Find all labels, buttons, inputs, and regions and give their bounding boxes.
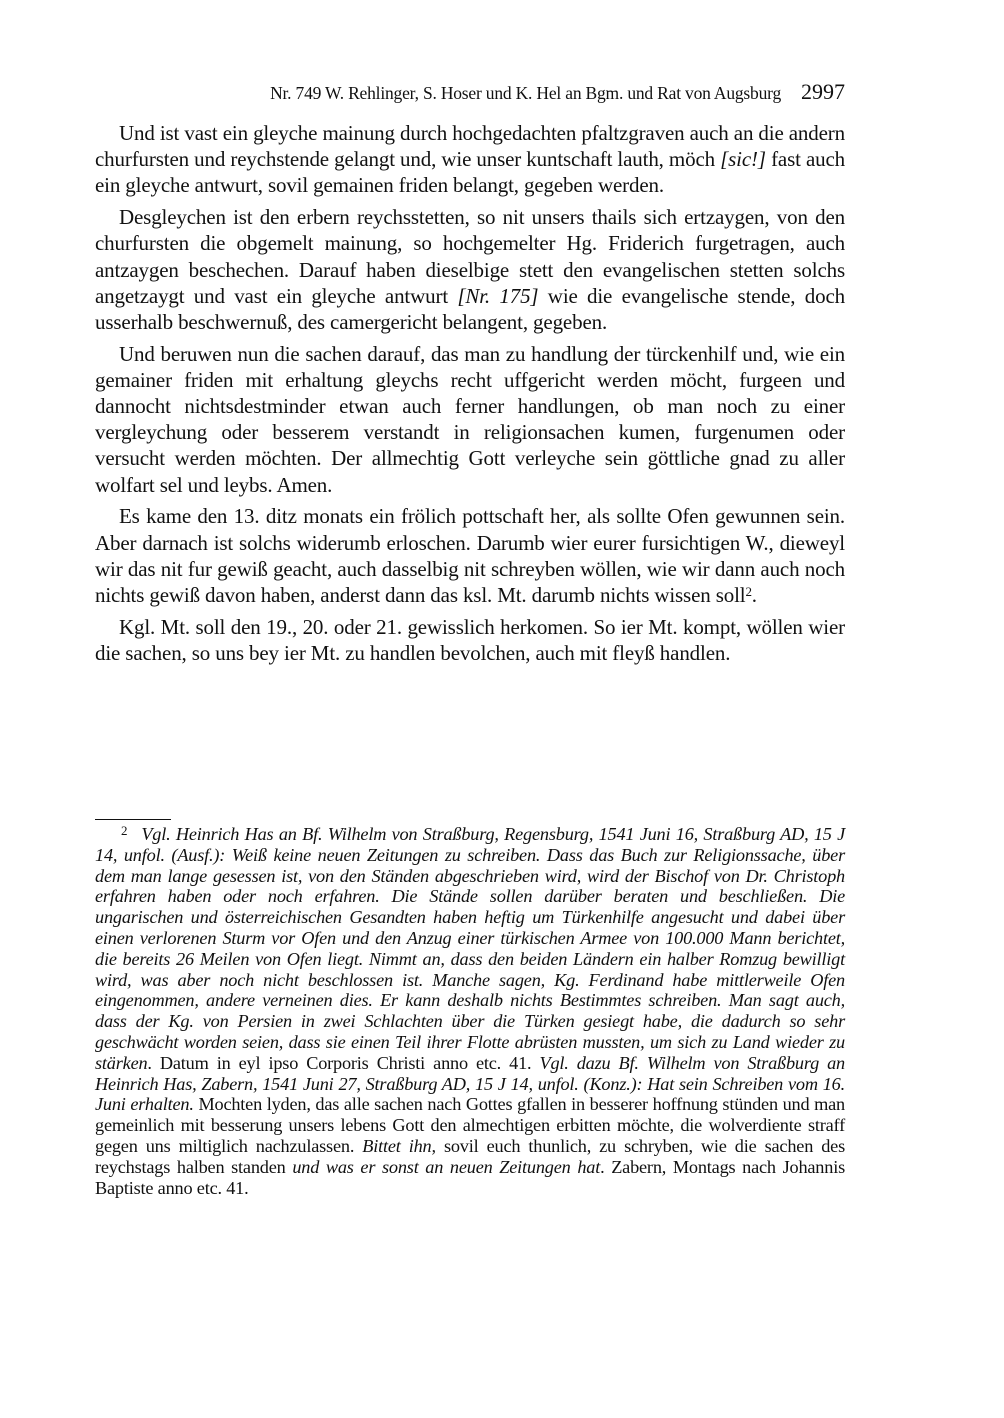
sic-annotation: [sic!] <box>720 147 766 172</box>
paragraph-text: Es kame den 13. ditz monats ein frölich pottschaft her, als sollte Ofen gewunnen sein. Aber darnach ist solchs widerumb erloschen. Darumb wier eurer fursichtigen W., dieweyl wir das nit fur gewiß geacht, auch dasselbig nit schreyben wöllen, wie wir dann auch noch nichts gewiß davon haben, anderst dann das ksl. Mt. darumb nichts wissen soll <box>95 504 845 607</box>
footnote-roman: . Zabern, Montags nach Johannis Baptiste anno etc. 41. <box>95 1156 845 1198</box>
footnote-roman: sovil euch thunlich, zu schryben, wie die sachen des reychstags halben standen <box>95 1135 845 1177</box>
paragraph-text: Und ist vast ein gleyche mainung durch hochgedachten pfaltzgraven auch an die andern churfursten und reychstende gelangt und, wie unser kuntschaft lauth, möch <box>95 121 845 172</box>
paragraph-3 <box>95 341 845 498</box>
cross-reference: [Nr. 175] <box>457 283 539 308</box>
footnote-reference[interactable]: 2 <box>745 583 752 599</box>
paragraph-text: Und beruwen nun die sachen darauf, das man zu handlung der türckenhilf und, wie ein gemainer friden mit erhaltung gleychs recht uffgericht werden möcht, furgeen und dannocht nichtsdestminder etwan auch ferner handlungen, ob man noch zu einer vergleychung oder besserem verstandt in religionsachen kumen, furgenumen oder versucht werden möchten. Der allmechtig Gott verleyche sein göttliche gnad zu aller wolfart sel und leybs. Amen. <box>95 341 845 497</box>
paragraph-text: Desgleychen ist den erbern reychsstetten, so nit unsers thails sich ertzaygen, von den churfursten die obgemelt mainung, so hochgemelter Hg. Friderich furgetragen, auch antzaygen beschechen. Darauf haben dieselbige stett den evangelischen stetten solchs angetzaygt und vast ein gleyche antwurt <box>95 205 845 308</box>
page-number: 2997 <box>801 79 845 104</box>
running-header <box>95 80 845 105</box>
footnote-italic: Vgl. dazu Bf. Wilhelm von Straßburg an Heinrich Has, Zabern, 1541 Juni 27, Straßburg AD, 15 J 14, unfol. (Konz.): Hat sein Schreiben vom 16. Juni erhalten. <box>95 1052 845 1115</box>
paragraph-text: fast auch ein gleyche antwurt, sovil gemainen friden belangt, gegeben werden. <box>95 147 845 198</box>
paragraph-text: . <box>751 582 757 607</box>
footnote-number: 2 <box>121 823 128 838</box>
paragraph-4 <box>95 503 845 608</box>
footnote-italic: und was er sonst an neuen Zeitungen hat <box>292 1156 601 1177</box>
paragraph-1 <box>95 120 845 199</box>
paragraph-2 <box>95 204 845 335</box>
footnote-text <box>95 824 845 1198</box>
footnote-italic: Bittet ihn, <box>362 1135 436 1156</box>
paragraph-text: wie die evangelische stende, doch usserhalb beschwernuß, des camergericht belangent, gegeben. <box>95 283 845 334</box>
footnote-italic: Vgl. Heinrich Has an Bf. Wilhelm von Straßburg, Regensburg, 1541 Juni 16, Straßburg AD, 15 J 14, unfol. (Ausf.): Weiß keine neuen Zeitungen zu schreiben. Dass das Buch zur Religionssache, über dem man lange gesessen ist, von den Ständen abgeschrieben wird, wird der Bischof von Dr. Christoph erfahren haben oder noch erfahren. Die Stände sollen darüber beraten und beschließen. Die ungarischen und österreichischen Gesandten haben heftig um Türkenhilfe angesucht und dabei über einen verlorenen Sturm vor Ofen und den Anzug einer türkischen Armee von 100.000 Mann berichtet, die bereits 26 Meilen von Ofen liegt. Nimmt an, dass den beiden Ländern ein halber Romzug bewilligt wird, was aber noch nicht beschlossen ist. Manche sagen, Kg. Ferdinand habe mittlerweile Ofen eingenommen, andere verneinen dies. Er kann deshalb nichts Bestimmtes schreiben. Man sagt auch, dass der Kg. von Persien in zwei Schlachten über die Türken gesiegt habe, die dadurch so sehr geschwächt worden seien, dass sie einen Teil ihrer Flotte abrüsten mussten, um sich zu Land wieder zu stärken <box>95 824 845 1073</box>
main-text <box>95 120 845 672</box>
footnote-roman: . Datum in eyl ipso Corporis Christi anno etc. 41. <box>147 1052 540 1073</box>
paragraph-5 <box>95 614 845 666</box>
paragraph-text: Kgl. Mt. soll den 19., 20. oder 21. gewisslich herkomen. So ier Mt. kompt, wöllen wier die sachen, so uns bey ier Mt. zu handlen bevolchen, auch mit fleyß handlen. <box>95 614 845 665</box>
footnote-roman: Mochten lyden, das alle sachen nach Gottes gfallen in besserer hoffnung stünden und man gemeinlich mit besserung unsers lebens Gott den almechtigen erbitten möchte, die wolverdiente straff gegen uns miltiglich nachzulassen. <box>95 1094 845 1156</box>
footnote-2 <box>95 824 845 1198</box>
footnote-divider <box>95 819 171 820</box>
header-title: Nr. 749 W. Rehlinger, S. Hoser und K. Hel an Bgm. und Rat von Augsburg <box>270 83 781 103</box>
